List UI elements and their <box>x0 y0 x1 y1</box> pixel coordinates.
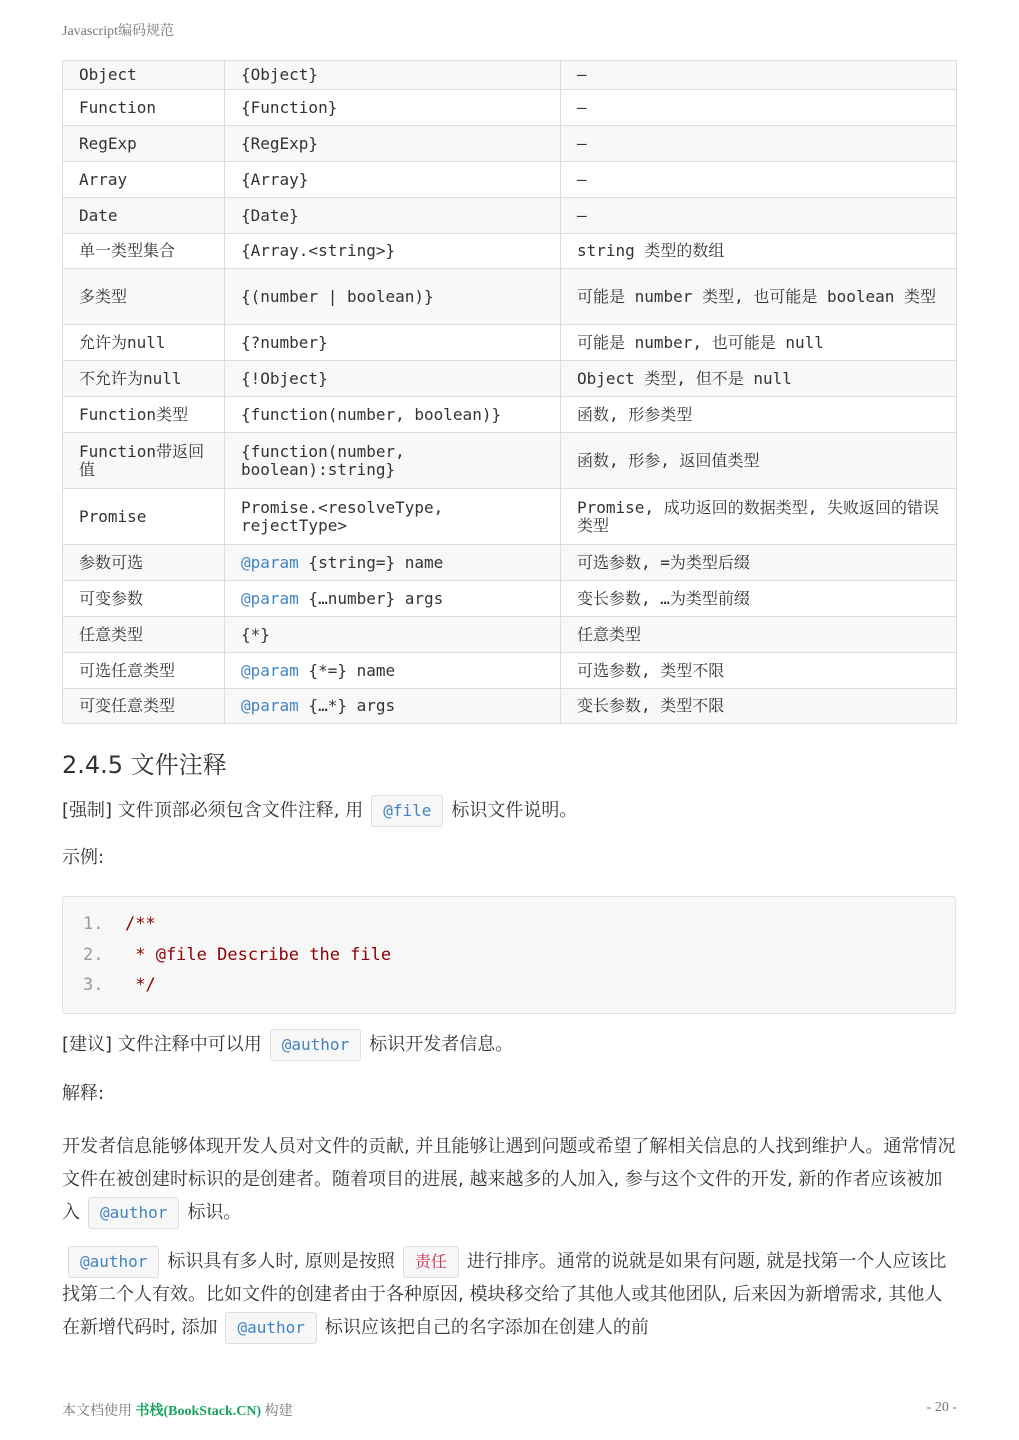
inline-code-author: @author <box>225 1312 316 1344</box>
type-name-cell: RegExp <box>63 126 225 162</box>
type-syntax-cell: {RegExp} <box>225 126 561 162</box>
type-name-cell: Function类型 <box>63 397 225 433</box>
type-description-cell: — <box>561 61 957 90</box>
type-syntax-text: {…*} args <box>298 696 396 715</box>
type-description-cell: 函数, 形参, 返回值类型 <box>561 433 957 489</box>
explain-paragraph-1 <box>62 1130 956 1229</box>
type-description-cell: Promise, 成功返回的数据类型, 失败返回的错误类型 <box>561 489 957 545</box>
type-name-cell: Date <box>63 198 225 234</box>
type-syntax-cell: {?number} <box>225 325 561 361</box>
type-name-cell: Function <box>63 90 225 126</box>
rule1-prefix: [强制] 文件顶部必须包含文件注释, 用 <box>62 800 364 821</box>
type-syntax-cell: {function(number, boolean)} <box>225 397 561 433</box>
type-syntax-cell: {(number | boolean)} <box>225 269 561 325</box>
type-description-cell: 可选参数, 类型不限 <box>561 653 957 689</box>
footer-suffix: 构建 <box>264 1404 293 1419</box>
table-row <box>63 489 957 545</box>
table-row <box>63 269 957 325</box>
line-number: 1. <box>83 914 104 934</box>
line-number: 2. <box>83 944 104 965</box>
explain-label: 解释: <box>62 1082 105 1104</box>
param-tag: @param <box>241 552 299 572</box>
bookstack-link[interactable]: 书栈(BookStack.CN) <box>135 1404 262 1419</box>
type-syntax-cell <box>225 545 561 581</box>
param-tag: @param <box>241 588 299 608</box>
page-content <box>62 60 956 1344</box>
table-row <box>63 617 957 653</box>
table-row <box>63 653 957 689</box>
type-syntax-cell: {Array.<string>} <box>225 234 561 269</box>
table-row <box>63 61 957 90</box>
type-syntax-cell <box>225 581 561 617</box>
code-line <box>83 940 935 971</box>
code-block <box>62 896 956 1014</box>
p1-text: 开发者信息能够体现开发人员对文件的贡献, 并且能够让遇到问题或希望了解相关信息的人找到维护人。通常情况文件在被创建时标识的是创建者。随着项目的进展, 越来越多的人加入, 参与这个文件的开发, 新的作者应该被加入 <box>62 1135 956 1223</box>
code-line <box>83 909 935 940</box>
type-name-cell: Object <box>63 61 225 90</box>
type-description-cell: Object 类型, 但不是 null <box>561 361 957 397</box>
inline-code-file: @file <box>371 795 443 827</box>
type-name-cell: 允许为null <box>63 325 225 361</box>
inline-code-author: @author <box>68 1246 159 1278</box>
type-syntax-cell: {function(number, boolean):string} <box>225 433 561 489</box>
table-row <box>63 581 957 617</box>
p2-text1: 标识具有多人时, 原则是按照 <box>167 1250 395 1272</box>
table-row <box>63 234 957 269</box>
type-name-cell: 单一类型集合 <box>63 234 225 269</box>
line-number: 3. <box>83 975 104 995</box>
type-name-cell: 可变参数 <box>63 581 225 617</box>
code-text: /** <box>125 914 156 934</box>
type-name-cell: Promise <box>63 489 225 545</box>
section-heading: 2.4.5 文件注释 <box>62 751 227 779</box>
example-label: 示例: <box>62 847 105 868</box>
type-description-cell: 函数, 形参类型 <box>561 397 957 433</box>
table-row <box>63 90 957 126</box>
type-syntax-cell: {Array} <box>225 162 561 198</box>
type-syntax-text: {*=} name <box>298 660 396 680</box>
type-description-cell: 可能是 number, 也可能是 null <box>561 325 957 361</box>
type-name-cell: 任意类型 <box>63 617 225 653</box>
type-description-cell: — <box>561 126 957 162</box>
rule2-suffix: 标识开发者信息。 <box>369 1033 514 1055</box>
table-row <box>63 397 957 433</box>
type-syntax-cell: {Function} <box>225 90 561 126</box>
inline-code-author: @author <box>270 1029 361 1061</box>
type-syntax-text: {string=} name <box>298 552 444 572</box>
type-description-cell: — <box>561 90 957 126</box>
code-line <box>83 970 935 1001</box>
type-description-cell: 可能是 number 类型, 也可能是 boolean 类型 <box>561 269 957 325</box>
table-row <box>63 689 957 724</box>
rule2-prefix: [建议] 文件注释中可以用 <box>62 1033 262 1055</box>
table-row <box>63 198 957 234</box>
rule-author <box>62 1028 956 1061</box>
type-name-cell: 不允许为null <box>63 361 225 397</box>
type-name-cell: 可变任意类型 <box>63 689 225 724</box>
type-description-cell: — <box>561 198 957 234</box>
rule1-suffix: 标识文件说明。 <box>451 800 578 821</box>
running-header: Javascript编码规范 <box>62 24 174 39</box>
type-description-cell: 变长参数, 类型不限 <box>561 689 957 724</box>
footer-prefix: 本文档使用 <box>62 1404 132 1419</box>
type-name-cell: 多类型 <box>63 269 225 325</box>
type-description-cell: 任意类型 <box>561 617 957 653</box>
type-syntax-cell <box>225 689 561 724</box>
type-description-cell: — <box>561 162 957 198</box>
type-syntax-cell: {*} <box>225 617 561 653</box>
jsdoc-type-table <box>62 60 957 724</box>
type-syntax-cell <box>225 653 561 689</box>
table-row <box>63 433 957 489</box>
type-syntax-cell: {!Object} <box>225 361 561 397</box>
table-row <box>63 361 957 397</box>
type-name-cell: Function带返回值 <box>63 433 225 489</box>
type-description-cell: 变长参数, …为类型前缀 <box>561 581 957 617</box>
type-syntax-text: {…number} args <box>298 588 444 608</box>
inline-code-author: @author <box>88 1197 179 1229</box>
explain-paragraph-2 <box>62 1245 956 1344</box>
type-name-cell: Array <box>63 162 225 198</box>
type-syntax-cell: {Object} <box>225 61 561 90</box>
code-text: */ <box>125 975 156 995</box>
page-number: - 20 - <box>926 1400 957 1415</box>
p1-suffix: 标识。 <box>187 1201 242 1223</box>
type-name-cell: 参数可选 <box>63 545 225 581</box>
p2-text3: 标识应该把自己的名字添加在创建人的前 <box>324 1316 649 1338</box>
type-description-cell: string 类型的数组 <box>561 234 957 269</box>
param-tag: @param <box>241 660 299 680</box>
table-row <box>63 126 957 162</box>
table-row <box>63 162 957 198</box>
type-syntax-cell: {Date} <box>225 198 561 234</box>
type-name-cell: 可选任意类型 <box>63 653 225 689</box>
table-row <box>63 545 957 581</box>
code-text: * @file Describe the file <box>125 944 392 965</box>
type-description-cell: 可选参数, =为类型后缀 <box>561 545 957 581</box>
param-tag: @param <box>241 696 299 715</box>
p2-text2: 进行排序。通常的说就是如果有问题, 就是找第一个人应该比找第二个人有效。比如文件的创建者由于各种原因, 模块移交给了其他人或其他团队, 后来因为新增需求, 其他人在新增代码时, 添加 <box>62 1250 947 1338</box>
table-row <box>63 325 957 361</box>
inline-code-responsibility: 责任 <box>403 1246 459 1278</box>
type-syntax-cell: Promise.<resolveType, rejectType> <box>225 489 561 545</box>
rule-file-comment <box>62 794 956 827</box>
page-footer <box>62 1400 957 1420</box>
footer-credit <box>62 1400 293 1420</box>
